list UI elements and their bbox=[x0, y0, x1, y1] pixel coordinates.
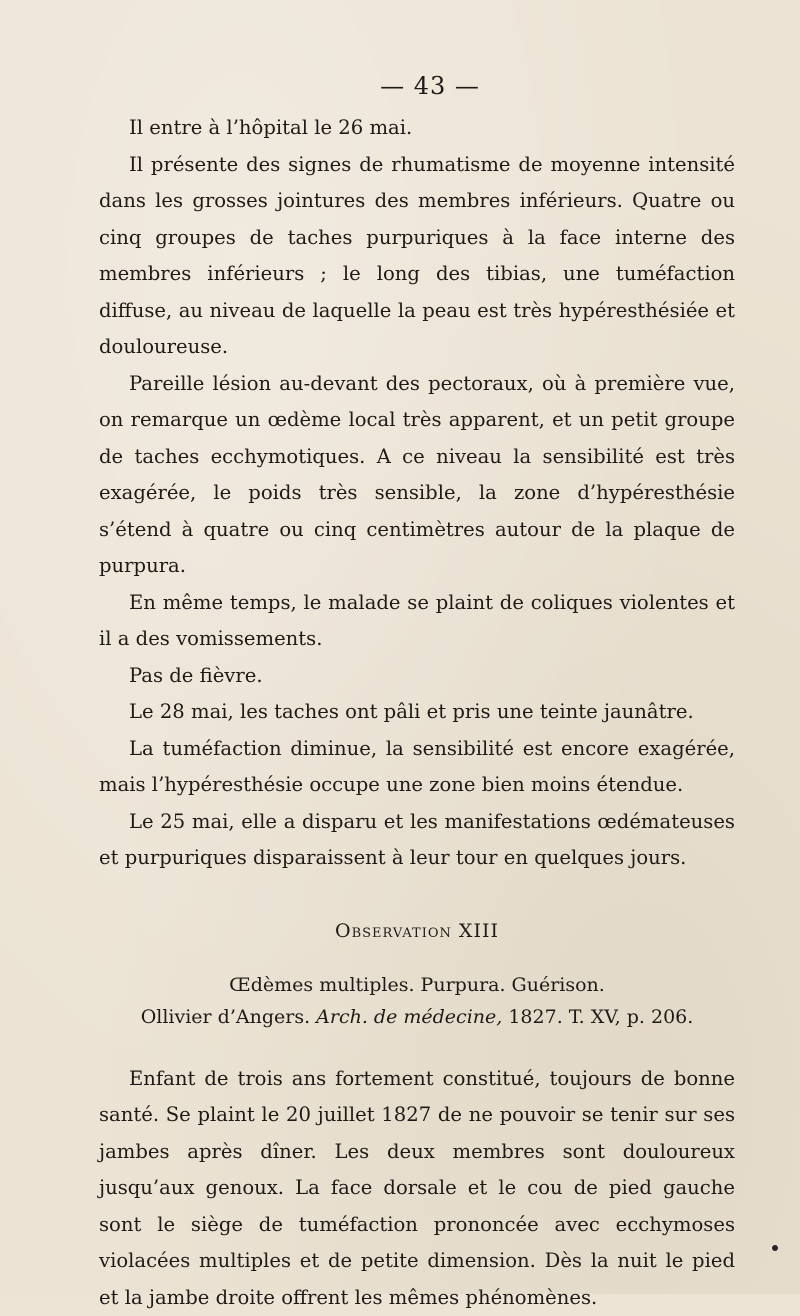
observation-title: Observation XIII bbox=[99, 913, 735, 949]
observation-citation bbox=[99, 1001, 735, 1033]
main-text bbox=[99, 110, 735, 1316]
paragraph: Le 25 mai, elle a disparu et les manifestations œdémateuses et purpuriques disparaissent à leur tour en quelques jours. bbox=[99, 804, 735, 877]
citation-reference: 1827. T. XV, p. 206. bbox=[508, 1006, 693, 1028]
page-number: — 43 — bbox=[0, 72, 800, 100]
paragraph: Pareille lésion au-devant des pectoraux, où à première vue, on remarque un œdème local très apparent, et un petit groupe de taches ecchymotiques. A ce niveau la sensibilité est très exagérée, le poids très sensible, la zone d’hypéresthésie s’étend à quatre ou cinq centimètres autour de la plaque de purpura. bbox=[99, 366, 735, 585]
observation-subtitle bbox=[99, 969, 735, 1033]
paragraph: Pas de fièvre. bbox=[99, 658, 735, 695]
paragraph: La tuméfaction diminue, la sensibilité est encore exagérée, mais l’hypéresthésie occupe une zone bien moins étendue. bbox=[99, 731, 735, 804]
spacer bbox=[99, 1033, 735, 1061]
paragraph: En même temps, le malade se plaint de coliques violentes et il a des vomissements. bbox=[99, 585, 735, 658]
paragraph: Il entre à l’hôpital le 26 mai. bbox=[99, 110, 735, 147]
paragraph: Le 28 mai, les taches ont pâli et pris une teinte jaunâtre. bbox=[99, 694, 735, 731]
paragraph: Il présente des signes de rhumatisme de moyenne intensité dans les grosses jointures des membres inférieurs. Quatre ou cinq groupes de taches purpuriques à la face interne des membres inférieurs ; le long des tibias, une tuméfaction diffuse, au niveau de laquelle la peau est très hypéresthésiée et douloureuse. bbox=[99, 147, 735, 366]
citation-journal: Arch. de médecine, bbox=[316, 1006, 502, 1028]
citation-author: Ollivier d’Angers. bbox=[141, 1006, 310, 1028]
observation-summary: Œdèmes multiples. Purpura. Guérison. bbox=[99, 969, 735, 1001]
ink-spot bbox=[772, 1245, 778, 1251]
paragraph: Enfant de trois ans fortement constitué, toujours de bonne santé. Se plaint le 20 juillet 1827 de ne pouvoir se tenir sur ses jambes après dîner. Les deux membres sont douloureux jusqu’aux genoux. La face dorsale et le cou de pied gauche sont le siège de tuméfaction prononcée avec ecchymoses violacées multiples et de petite dimension. Dès la nuit le pied et la jambe droite offrent les mêmes phénomènes. bbox=[99, 1061, 735, 1316]
